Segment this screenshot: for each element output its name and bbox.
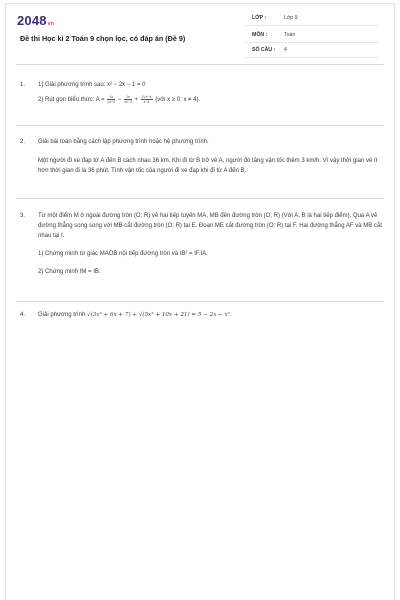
fraction-denominator: √x+2 xyxy=(107,100,116,104)
question-part-2: 2) Chứng minh IM = IB. xyxy=(38,269,101,275)
meta-key: MÔN : xyxy=(252,32,268,38)
fraction-2 xyxy=(124,95,132,104)
question-part-1: 1) Giải phương trình sau: x² − 2x − 1 = 0 xyxy=(38,82,146,88)
divider xyxy=(16,301,384,302)
divider xyxy=(16,198,384,199)
meta-value: Lớp 9 xyxy=(284,15,298,21)
question-part-1: 1) Chứng minh tứ giác MAOB nội tiếp đường tròn và IB² = IF.IA. xyxy=(38,251,208,257)
meta-row-class xyxy=(244,12,378,26)
question-part-2 xyxy=(38,95,388,105)
logo-suffix: vn xyxy=(47,21,54,27)
meta-key: LỚP : xyxy=(252,15,267,21)
document-title: Đề thi Học kì 2 Toán 9 chọn lọc, có đáp án (Đề 9) xyxy=(20,34,186,43)
fraction-numerator: √x xyxy=(124,95,132,100)
question-number: 2. xyxy=(20,139,26,145)
operator: − xyxy=(116,97,123,104)
fraction-numerator: √x xyxy=(107,95,115,100)
part-suffix: (với x ≥ 0; x ≠ 4). xyxy=(153,97,201,104)
part-prefix: Giải phương trình xyxy=(38,312,87,318)
fraction-1 xyxy=(107,95,115,104)
question-text: Từ một điểm M ở ngoài đường tròn (O; R) vẽ hai tiếp tuyến MA, MB đến đường tròn (O; R) (Với A, B là hai tiếp điểm). Qua A vẽ đường thẳng song song với MB cắt đường tròn (O; R) tại E. Đoạn ME cắt đường tròn (O; R) tại F. Hai đường thẳng AF và MB cắt nhau tại I. xyxy=(38,213,382,239)
fraction-denominator: √x−2 xyxy=(123,100,132,104)
fraction-denominator: x−4 xyxy=(143,100,150,104)
part-suffix: . xyxy=(230,312,232,318)
question-number: 3. xyxy=(20,213,26,219)
meta-key: SỐ CÂU : xyxy=(252,47,276,53)
fraction-numerator: 2√x−4 xyxy=(141,95,152,99)
logo-text: 2048 xyxy=(17,13,47,28)
divider xyxy=(16,125,384,126)
question-text: Một người đi xe đạp từ A đến B cách nhau 36 km. Khi đi từ B trở về A, người đó tăng vận tốc thêm 3 km/h. Vì vậy thời gian về ít hơn thời gian đi là 36 phút. Tính vận tốc của người đi xe đạp khi đi từ A đến B. xyxy=(38,158,378,174)
meta-row-subject xyxy=(244,29,378,43)
meta-value: 4 xyxy=(284,47,287,53)
part-prefix: 2) Rút gọn biểu thức: A = xyxy=(38,97,107,104)
question-number: 4. xyxy=(20,312,26,318)
site-logo[interactable] xyxy=(17,13,54,28)
meta-value: Toán xyxy=(284,32,296,38)
divider xyxy=(16,64,384,65)
question-number: 1. xyxy=(20,82,26,88)
question-text xyxy=(38,310,388,320)
operator: + xyxy=(132,97,140,104)
equation: √(3x² + 6x + 7) + √(5x² + 10x + 21) = 5 − 2x − x² xyxy=(86,312,231,318)
fraction-3 xyxy=(141,95,153,104)
question-instruction: Giải bài toán bằng cách lập phương trình hoặc hệ phương trình. xyxy=(38,139,209,145)
meta-row-count xyxy=(244,44,378,58)
